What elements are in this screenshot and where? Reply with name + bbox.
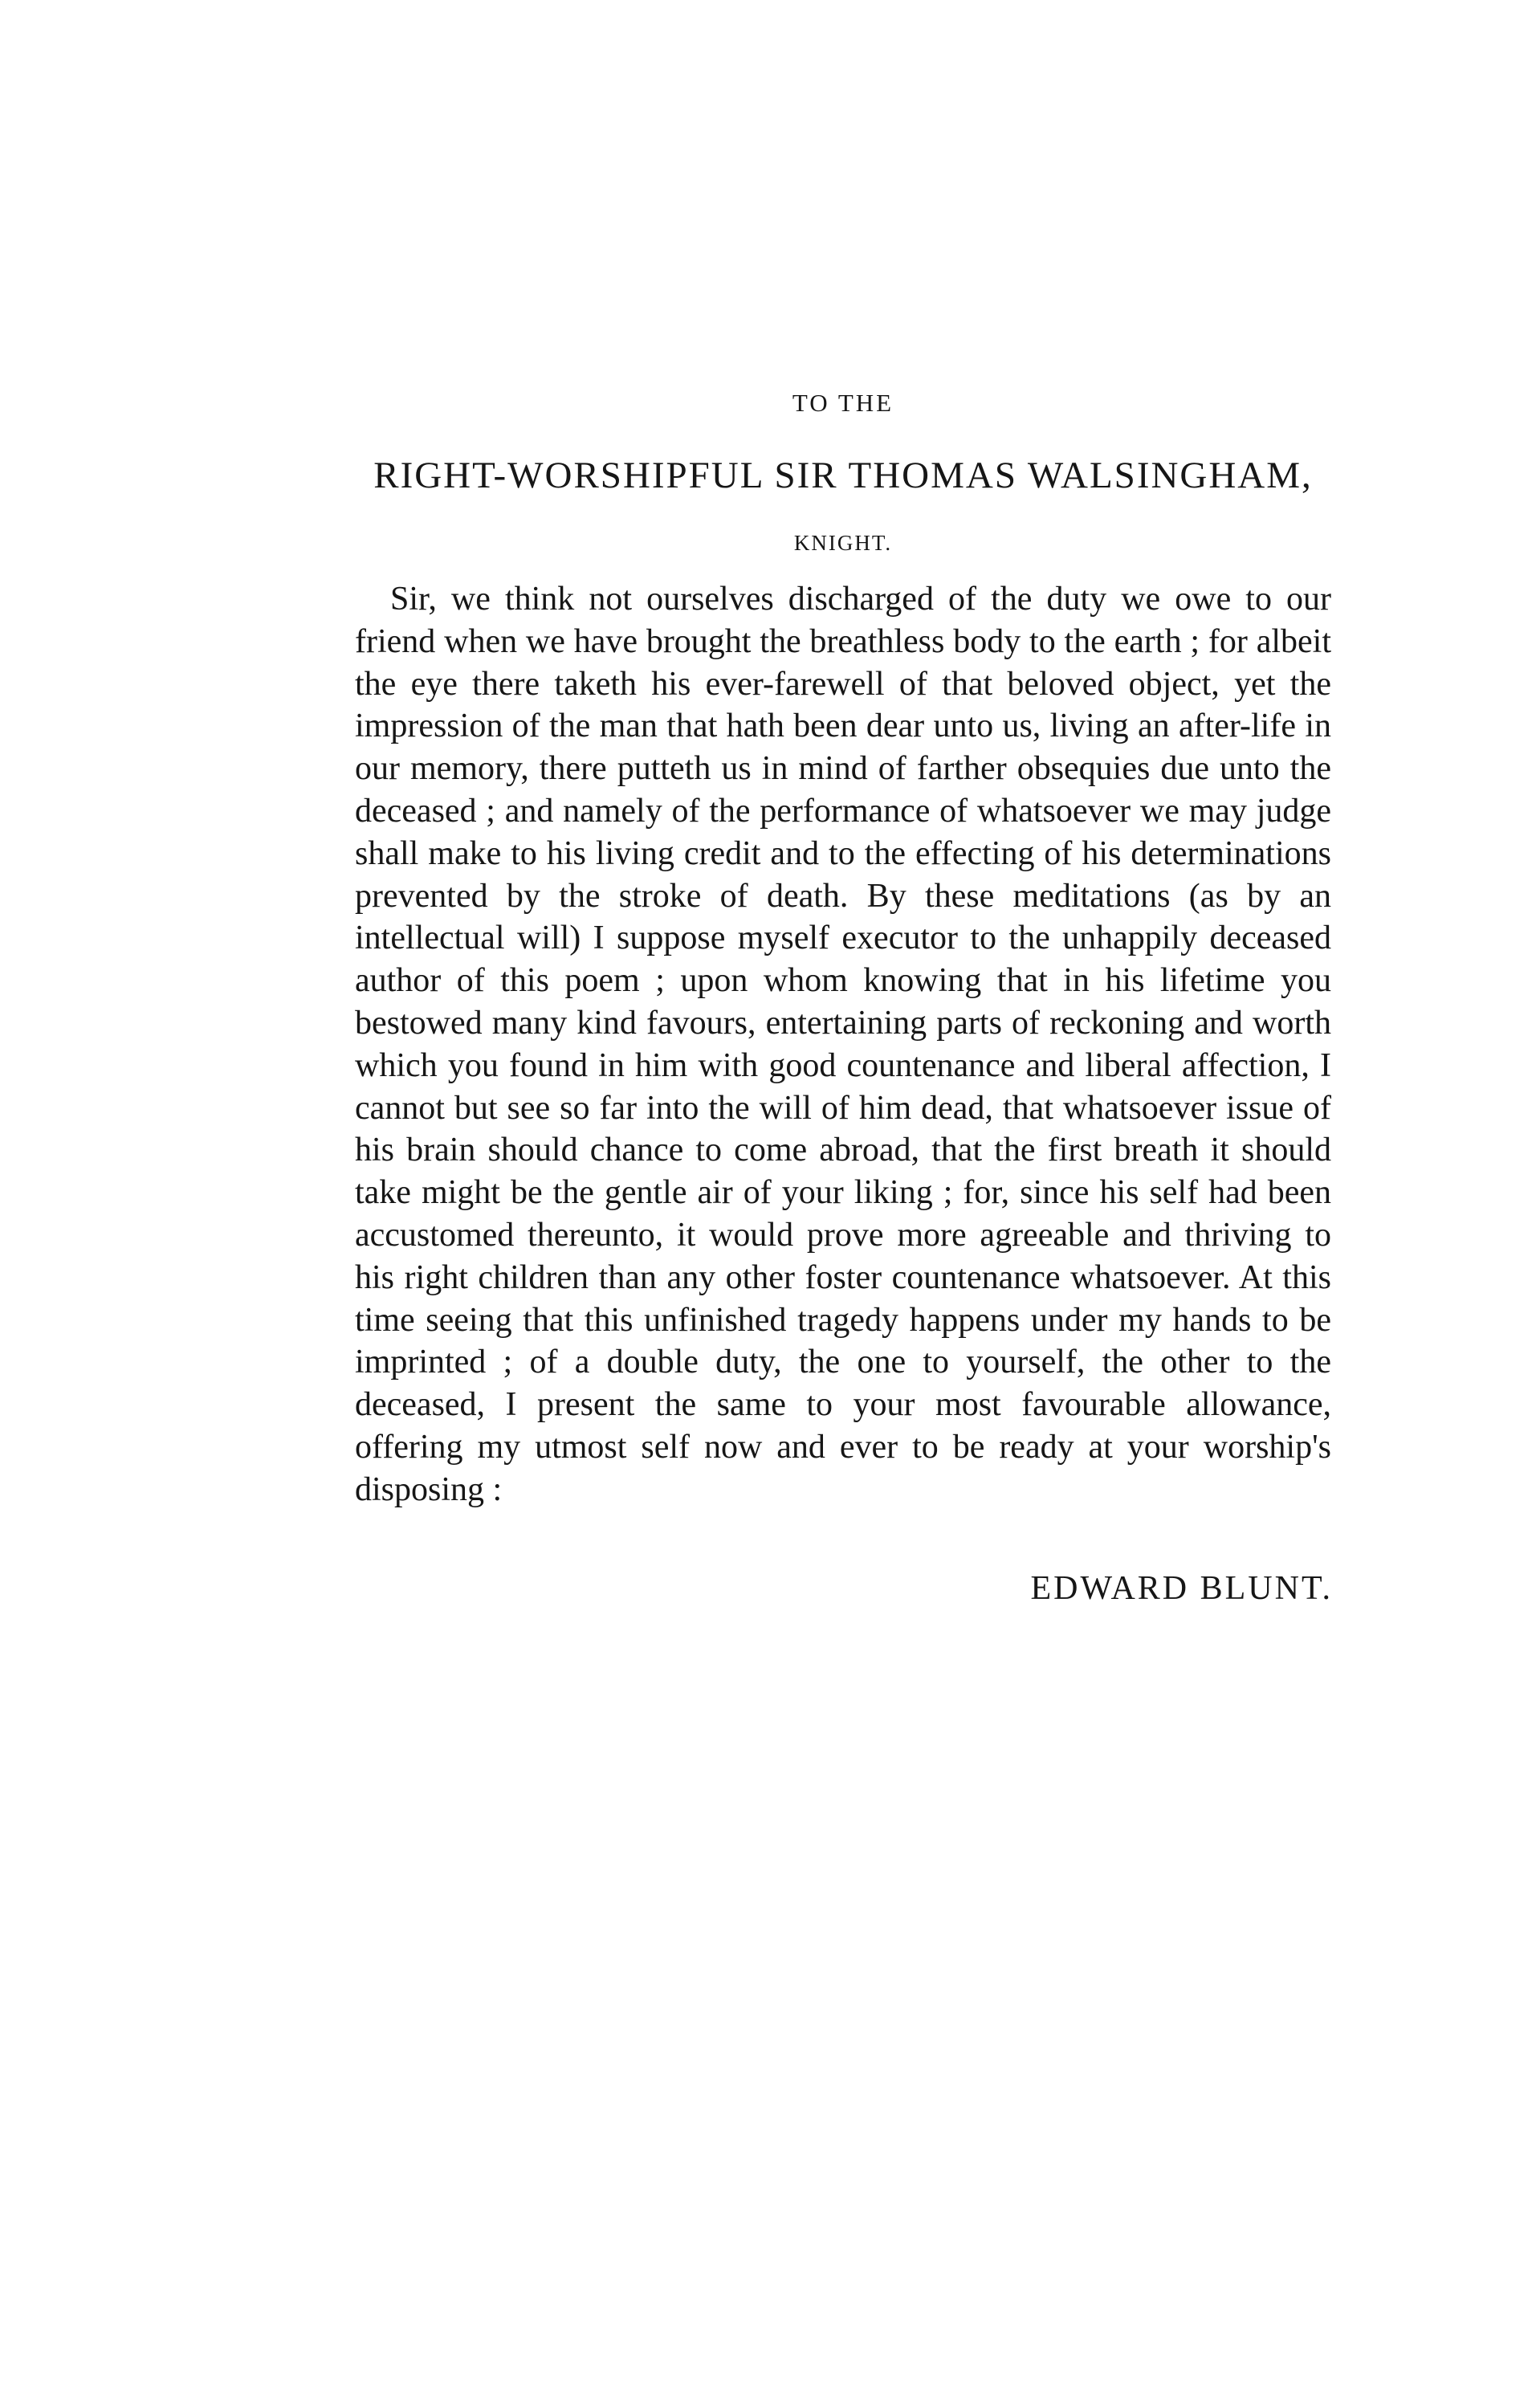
signature: EDWARD BLUNT. bbox=[1030, 1570, 1333, 1607]
recipient-name: RIGHT-WORSHIPFUL SIR THOMAS WALSINGHAM, bbox=[373, 455, 1313, 496]
recipient-title: KNIGHT. bbox=[793, 531, 893, 555]
dedication-letter-body: Sir, we think not ourselves discharged of the duty we owe to our friend when we have brought the breathless body to the earth ; for albeit the eye there taketh his ever-farewell of that beloved object, yet the impression of the man that hath been dear unto us, living an after-life in our memory, there putteth us in mind of farther obsequies due unto the deceased ; and namely of the performance of whatsoever we may judge shall make to his living credit and to the effecting of his determinations prevented by the stroke of death. By these meditations (as by an intellectual will) I suppose myself executor to the unhappily deceased author of this poem ; upon whom knowing that in his lifetime you bestowed many kind favours, entertaining parts of reckoning and worth which you found in him with good countenance and liberal affection, I cannot but see so far into the will of him dead, that whatsoever issue of his brain should chance to come abroad, that the first breath it should take might be the gentle air of your liking ; for, since his self had been accustomed thereunto, it would prove more agreeable and thriving to his right children than any other foster countenance whatsoever. At this time seeing that this unfinished tragedy happens under my hands to be imprinted ; of a double duty, the one to yourself, the other to the deceased, I present the same to your most favourable allowance, offering my utmost self now and ever to be ready at your worship's disposing : bbox=[355, 581, 1331, 1508]
dedication-heading: TO THE bbox=[792, 389, 894, 417]
